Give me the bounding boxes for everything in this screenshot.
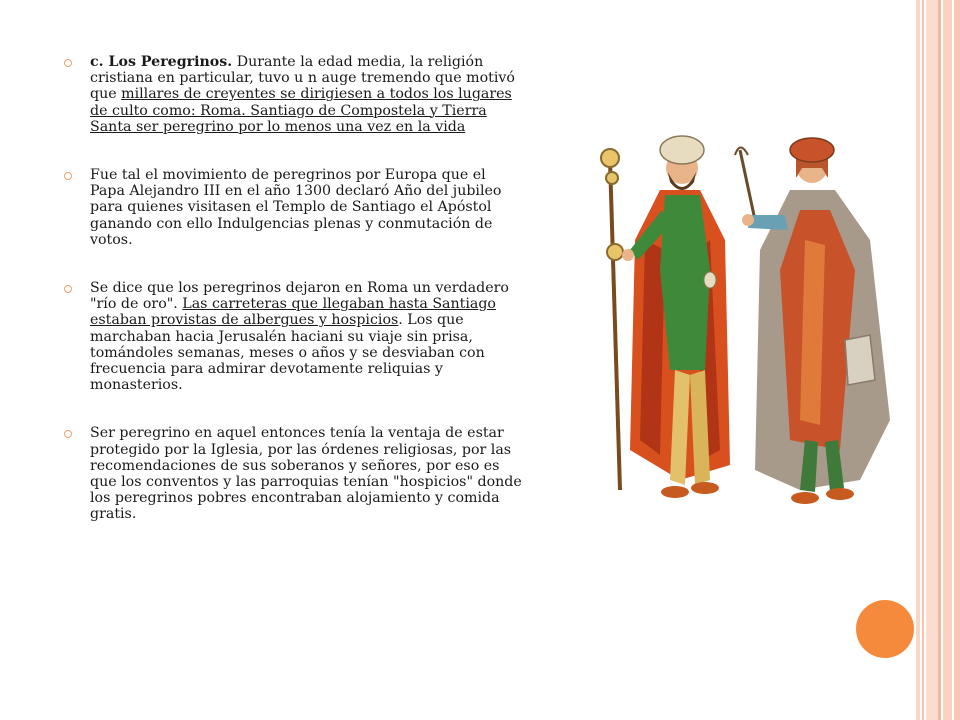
bullet-icon [64, 430, 72, 438]
bullet-proteccion [62, 425, 522, 522]
bullet-rio-de-oro [62, 280, 522, 393]
bullet-heading: c. Los Peregrinos. [90, 54, 233, 70]
decorative-side-stripes [916, 0, 960, 720]
bullet-text [90, 425, 522, 522]
bullet-text [90, 280, 522, 393]
underlined-text: millares de creyentes se dirigiesen a todos los lugares de culto como: Roma. Santiago de Compostela y Tierra Santa ser peregrino por lo menos una vez en la vida [90, 86, 512, 135]
bullet-text [90, 54, 522, 135]
text-run: Durante la edad media, la religión cristiana en particular, tuvo u n auge tremendo que motivó que [90, 54, 515, 103]
text-run: Ser peregrino en aquel entonces tenía la ventaja de estar protegido por la Iglesia, por las órdenes religiosas, por las recomendaciones de sus soberanos y señores, por eso es que los conventos y las parroquias tenían "hospicios" donde los peregrinos pobres encontraban alojamiento y comida gratis. [90, 425, 522, 523]
bullet-movimiento [62, 167, 522, 248]
underlined-text: Las carreteras que llegaban hasta Santiago estaban provistas de albergues y hospicios [90, 296, 496, 329]
text-run: . Los que marchaban hacia Jerusalén haciani su viaje sin prisa, tomándoles semanas, meses o años y se desviaban con frecuencia para admirar devotamente reliquias y monasterios. [90, 312, 485, 394]
slide-text-body [62, 54, 522, 555]
pilgrims-illustration [590, 120, 910, 520]
bullet-icon [64, 285, 72, 293]
text-run: Fue tal el movimiento de peregrinos por Europa que el Papa Alejandro III en el año 1300 declaró Año del jubileo para quienes visitasen el Templo de Santiago el Apóstol ganando con ello Indulgencias plenas y conmutación de votos. [90, 167, 502, 248]
text-run: Se dice que los peregrinos dejaron en Roma un verdadero "río de oro". [90, 280, 509, 313]
bullet-icon [64, 59, 72, 67]
bullet-peregrinos [62, 54, 522, 135]
bullet-text [90, 167, 522, 248]
bullet-icon [64, 172, 72, 180]
orange-circle-decoration [856, 600, 914, 658]
